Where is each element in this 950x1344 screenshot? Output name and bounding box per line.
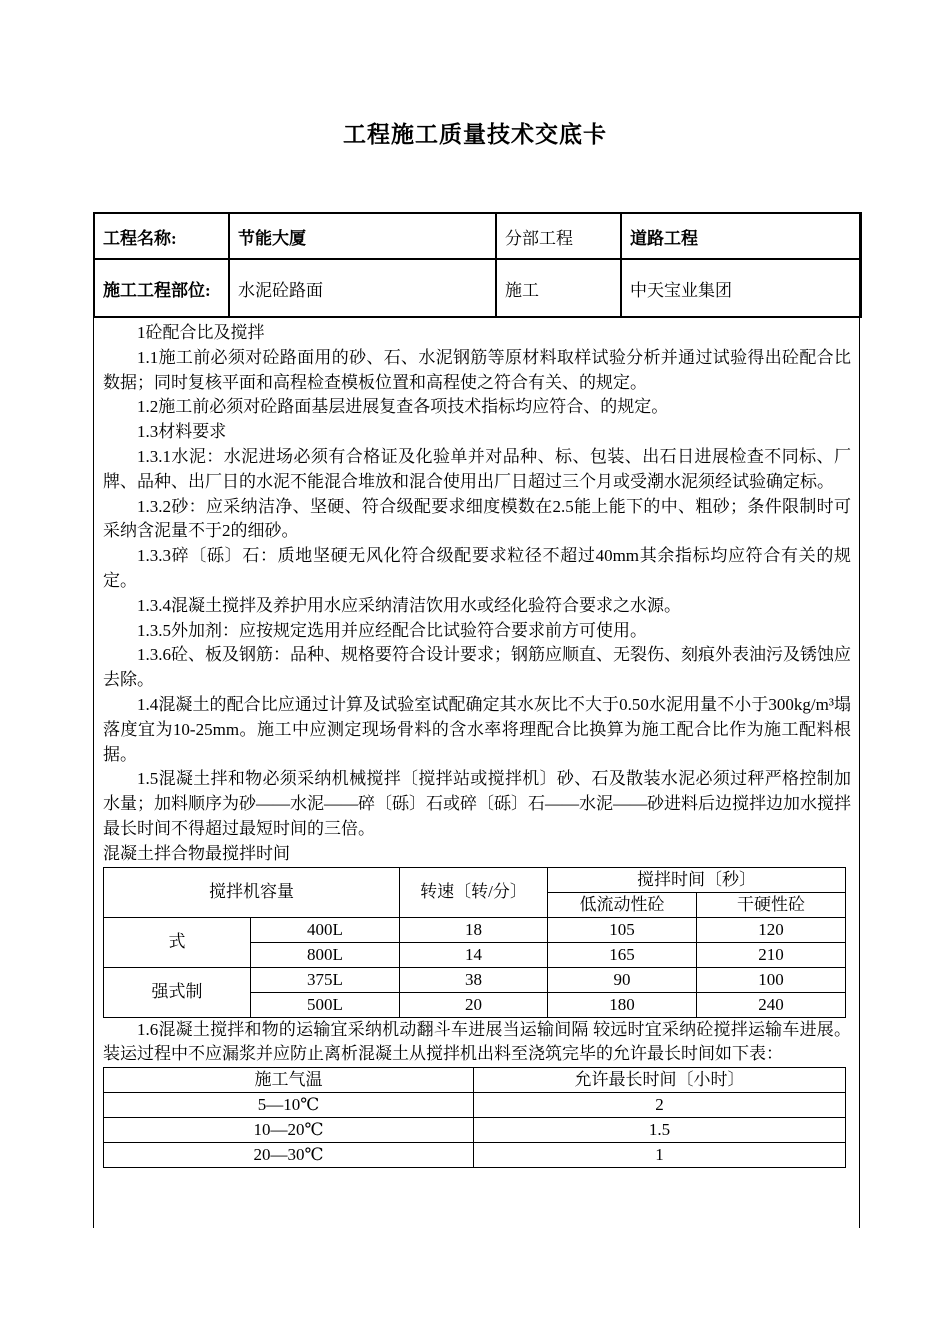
paragraph: 1.3.2砂：应采纳洁净、坚硬、符合级配要求细度模数在2.5能上能下的中、粗砂；条件限制时可采纳含泥量不于2的细砂。: [103, 496, 851, 541]
location-label: 施工工程部位:: [94, 259, 229, 317]
speed-cell: 20: [400, 992, 548, 1017]
project-name-value: 节能大厦: [229, 213, 496, 259]
temperature-header: 施工气温: [104, 1068, 474, 1093]
low-cell: 180: [548, 992, 697, 1017]
table-row: [104, 967, 846, 992]
low-slump-header: 低流动性砼: [548, 892, 697, 917]
allowed-time-cell: 2: [474, 1093, 846, 1118]
table-row: [104, 1093, 846, 1118]
time-header: 搅拌时间〔秒〕: [548, 867, 846, 892]
paragraph: 1.3.5外加剂：应按规定选用并应经配合比试验符合要求前方可使用。: [137, 620, 647, 640]
temperature-cell: 10—20℃: [104, 1118, 474, 1143]
mixer-type: 式: [104, 917, 251, 967]
paragraph: 1.3.4混凝土搅拌及养护用水应采纳清洁饮用水或经化验符合要求之水源。: [137, 595, 681, 615]
header-table: [93, 212, 862, 318]
table-row: [104, 917, 846, 942]
temperature-cell: 5—10℃: [104, 1093, 474, 1118]
allowed-time-cell: 1: [474, 1143, 846, 1168]
subproject-value: 道路工程: [621, 213, 861, 259]
paragraph: 1砼配合比及搅拌: [137, 323, 265, 342]
contractor-value: 中天宝业集团: [621, 259, 861, 317]
mixer-type: 强式制: [104, 967, 251, 1017]
dry-cell: 120: [697, 917, 846, 942]
paragraph: 1.5混凝土拌和物必须采纳机械搅拌〔搅拌站或搅拌机〕砂、石及散装水泥必须过秤严格控制加水量；加料顺序为砂——水泥——碎〔砾〕石或碎〔砾〕石——水泥——砂进料后边搅拌边加水搅拌最长时间不得超过最短时间的三倍。: [103, 769, 851, 838]
subproject-label: 分部工程: [496, 213, 621, 259]
table-row: [104, 1118, 846, 1143]
speed-cell: 18: [400, 917, 548, 942]
speed-cell: 14: [400, 942, 548, 967]
mixing-time-table: [103, 867, 846, 1018]
paragraph: 1.1施工前必须对砼路面用的砂、石、水泥钢筋等原材料取样试验分析并通过试验得出砼配合比数据；同时复核平面和高程检查模板位置和高程使之符合有关、的规定。: [103, 347, 851, 392]
allowed-time-cell: 1.5: [474, 1118, 846, 1143]
low-cell: 90: [548, 967, 697, 992]
content-body: [103, 321, 851, 1168]
dry-cell: 210: [697, 942, 846, 967]
transport-time-table: [103, 1067, 846, 1168]
dry-header: 干硬性砼: [697, 892, 846, 917]
table-row: [104, 1143, 846, 1168]
paragraph: 1.4混凝土的配合比应通过计算及试验室试配确定其水灰比不大于0.50水泥用量不小于300kg/m³塌落度宜为10-25mm。施工中应测定现场骨料的含水率将理配合比换算为施工配合比作为施工配料根据。: [103, 694, 851, 764]
speed-header: 转速〔转/分〕: [400, 867, 548, 917]
project-name-label: 工程名称:: [94, 213, 229, 259]
capacity-cell: 400L: [251, 917, 400, 942]
paragraph: 1.3.3碎〔砾〕石：质地坚硬无风化符合级配要求粒径不超过40mm其余指标均应符合有关的规定。: [103, 546, 851, 590]
paragraph: 1.3.1水泥：水泥进场必须有合格证及化验单并对品种、标、包装、出石日进展检查不同标、厂牌、品种、出厂日的水泥不能混合堆放和混合使用出厂日超过三个月或受潮水泥须经试验确定标。: [103, 446, 851, 491]
dry-cell: 240: [697, 992, 846, 1017]
low-cell: 105: [548, 917, 697, 942]
paragraph: 1.6混凝土搅拌和物的运输宜采纳机动翻斗车进展当运输间隔 较远时宜采纳砼搅拌运输车进展。装运过程中不应漏浆并应防止离析混凝土从搅拌机出料至浇筑完毕的允许最长时间如下表：: [103, 1019, 851, 1064]
paragraph: 1.3.6砼、板及钢筋：品种、规格要符合设计要求；钢筋应顺直、无裂伤、刻痕外表油污及锈蚀应去除。: [103, 645, 851, 690]
capacity-header: 搅拌机容量: [104, 867, 400, 917]
speed-cell: 38: [400, 967, 548, 992]
mix-table-caption: 混凝土拌合物最搅拌时间: [103, 843, 290, 863]
contractor-label: 施工: [496, 259, 621, 317]
temperature-cell: 20—30℃: [104, 1143, 474, 1168]
capacity-cell: 800L: [251, 942, 400, 967]
allowed-time-header: 允许最长时间〔小时〕: [474, 1068, 846, 1093]
page-title: 工程施工质量技术交底卡: [343, 122, 607, 147]
location-value: 水泥砼路面: [229, 259, 496, 317]
paragraph: 1.3材料要求: [137, 422, 227, 442]
dry-cell: 100: [697, 967, 846, 992]
paragraph: 1.2施工前必须对砼路面基层进展复查各项技术指标均应符合、的规定。: [137, 397, 669, 417]
capacity-cell: 375L: [251, 967, 400, 992]
capacity-cell: 500L: [251, 992, 400, 1017]
low-cell: 165: [548, 942, 697, 967]
